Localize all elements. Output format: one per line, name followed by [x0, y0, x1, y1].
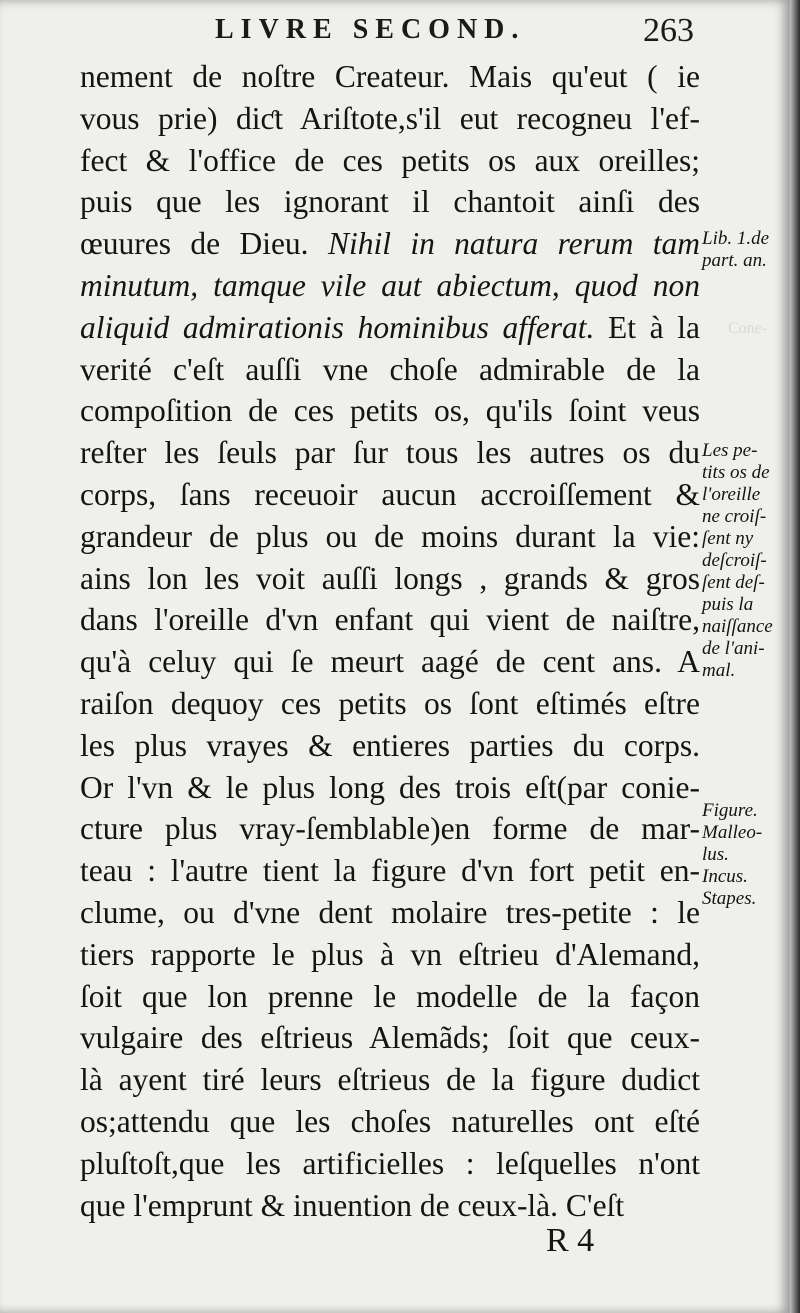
margin-note-line: Incus. [702, 866, 748, 887]
margin-note-figure [702, 800, 762, 910]
text-fragment: œuures de Dieu. [80, 226, 309, 262]
margin-note-line: l'oreille [702, 484, 761, 505]
text-line: pluſtoſt,que les artificielles : leſquelles n'ont [80, 1145, 700, 1181]
page-number: 263 [643, 12, 694, 49]
margin-note-reference [702, 228, 769, 272]
text-line: verité c'eſt auſſi vne choſe admirable de la [80, 351, 700, 387]
margin-note-line: tits os de [702, 462, 770, 483]
signature-mark: R 4 [546, 1222, 595, 1259]
margin-note-line: Lib. 1.de [702, 228, 770, 249]
text-line: Or l'vn & le plus long des trois eſt(par conie- [80, 769, 700, 805]
text-line: compoſition de ces petits os, qu'ils ſoint veus [80, 393, 700, 429]
text-line: ains lon les voit auſſi longs , grands & gros [80, 560, 700, 596]
margin-note-line: deſcroiſ- [702, 550, 767, 571]
text-line: minutum, tamque vile aut abiectum, quod non [80, 267, 700, 303]
text-line: que l'emprunt & inuention de ceux-là. C'eſt [80, 1187, 625, 1223]
page-edge-shadow [790, 0, 800, 1313]
margin-note-line: lus. [702, 844, 729, 865]
margin-note-line: naiſſance [702, 616, 773, 637]
text-line: dans l'oreille d'vn enfant qui vient de naiſtre, [80, 602, 700, 638]
text-fragment: Et à la [608, 309, 700, 345]
text-line: teau : l'autre tient la figure d'vn fort petit en- [80, 853, 700, 889]
text-line: vulgaire des eſtrieus Alemãds; ſoit que ceux- [80, 1020, 700, 1056]
text-line: les plus vrayes & entieres parties du corps. [80, 727, 700, 763]
running-title: LIVRE SECOND. [215, 14, 526, 45]
text-line: là ayent tiré leurs eſtrieus de la figure dudict [80, 1062, 700, 1098]
text-line: tiers rapporte le plus à vn eſtrieu d'Alemand, [80, 936, 700, 972]
margin-note-line: ſent deſ- [702, 572, 765, 593]
margin-note-line: ne croiſ- [702, 506, 767, 527]
margin-note-line: Figure. [702, 800, 758, 821]
text-line: clume, ou d'vne dent molaire tres-petite : le [80, 894, 700, 930]
latin-quote-start: Nihil in natura rerum tam [327, 226, 701, 262]
text-line: corps, ſans receuoir aucun accroiſſement & [80, 476, 700, 512]
text-line: puis que les ignorant il chantoit ainſi des [80, 184, 700, 220]
text-line: reſter les ſeuls par ſur tous les autres os du [80, 435, 700, 471]
text-line [80, 223, 700, 265]
margin-note-ossicles [702, 440, 773, 682]
margin-note-line: puis la [702, 594, 754, 615]
margin-note-line: de l'ani- [702, 638, 765, 659]
text-line: qu'à celuy qui ſe meurt aagé de cent ans. A [80, 644, 700, 680]
margin-note-line: Les pe- [702, 440, 758, 461]
margin-note-line: ſent ny [702, 528, 754, 549]
text-line: nement de noſtre Createur. Mais qu'eut ( ie [80, 59, 700, 94]
text-line: vous prie) diƈt Ariſtote,s'il eut recogneu l'ef- [80, 100, 700, 136]
text-line [80, 307, 700, 349]
latin-quote-end: aliquid admirationis hominibus afferat. [80, 309, 595, 345]
text-line: ſoit que lon prenne le modelle de la façon [80, 978, 700, 1014]
text-line: cture plus vray-ſemblable)en forme de mar- [80, 811, 700, 847]
margin-note-line: Stapes. [702, 888, 757, 909]
margin-note-line: mal. [702, 660, 736, 681]
bleed-through-text: Cone- [728, 320, 768, 337]
text-line: grandeur de plus ou de moins durant la vie: [80, 518, 700, 554]
main-text-block [80, 56, 700, 1226]
text-line: fect & l'office de ces petits os aux oreilles; [80, 142, 700, 178]
margin-note-line: Malleo- [702, 822, 763, 843]
margin-note-line: part. an. [702, 250, 767, 271]
text-line: os;attendu que les choſes naturelles ont eſté [80, 1103, 700, 1139]
text-line: raiſon dequoy ces petits os ſont eſtimés eſtre [80, 685, 700, 721]
